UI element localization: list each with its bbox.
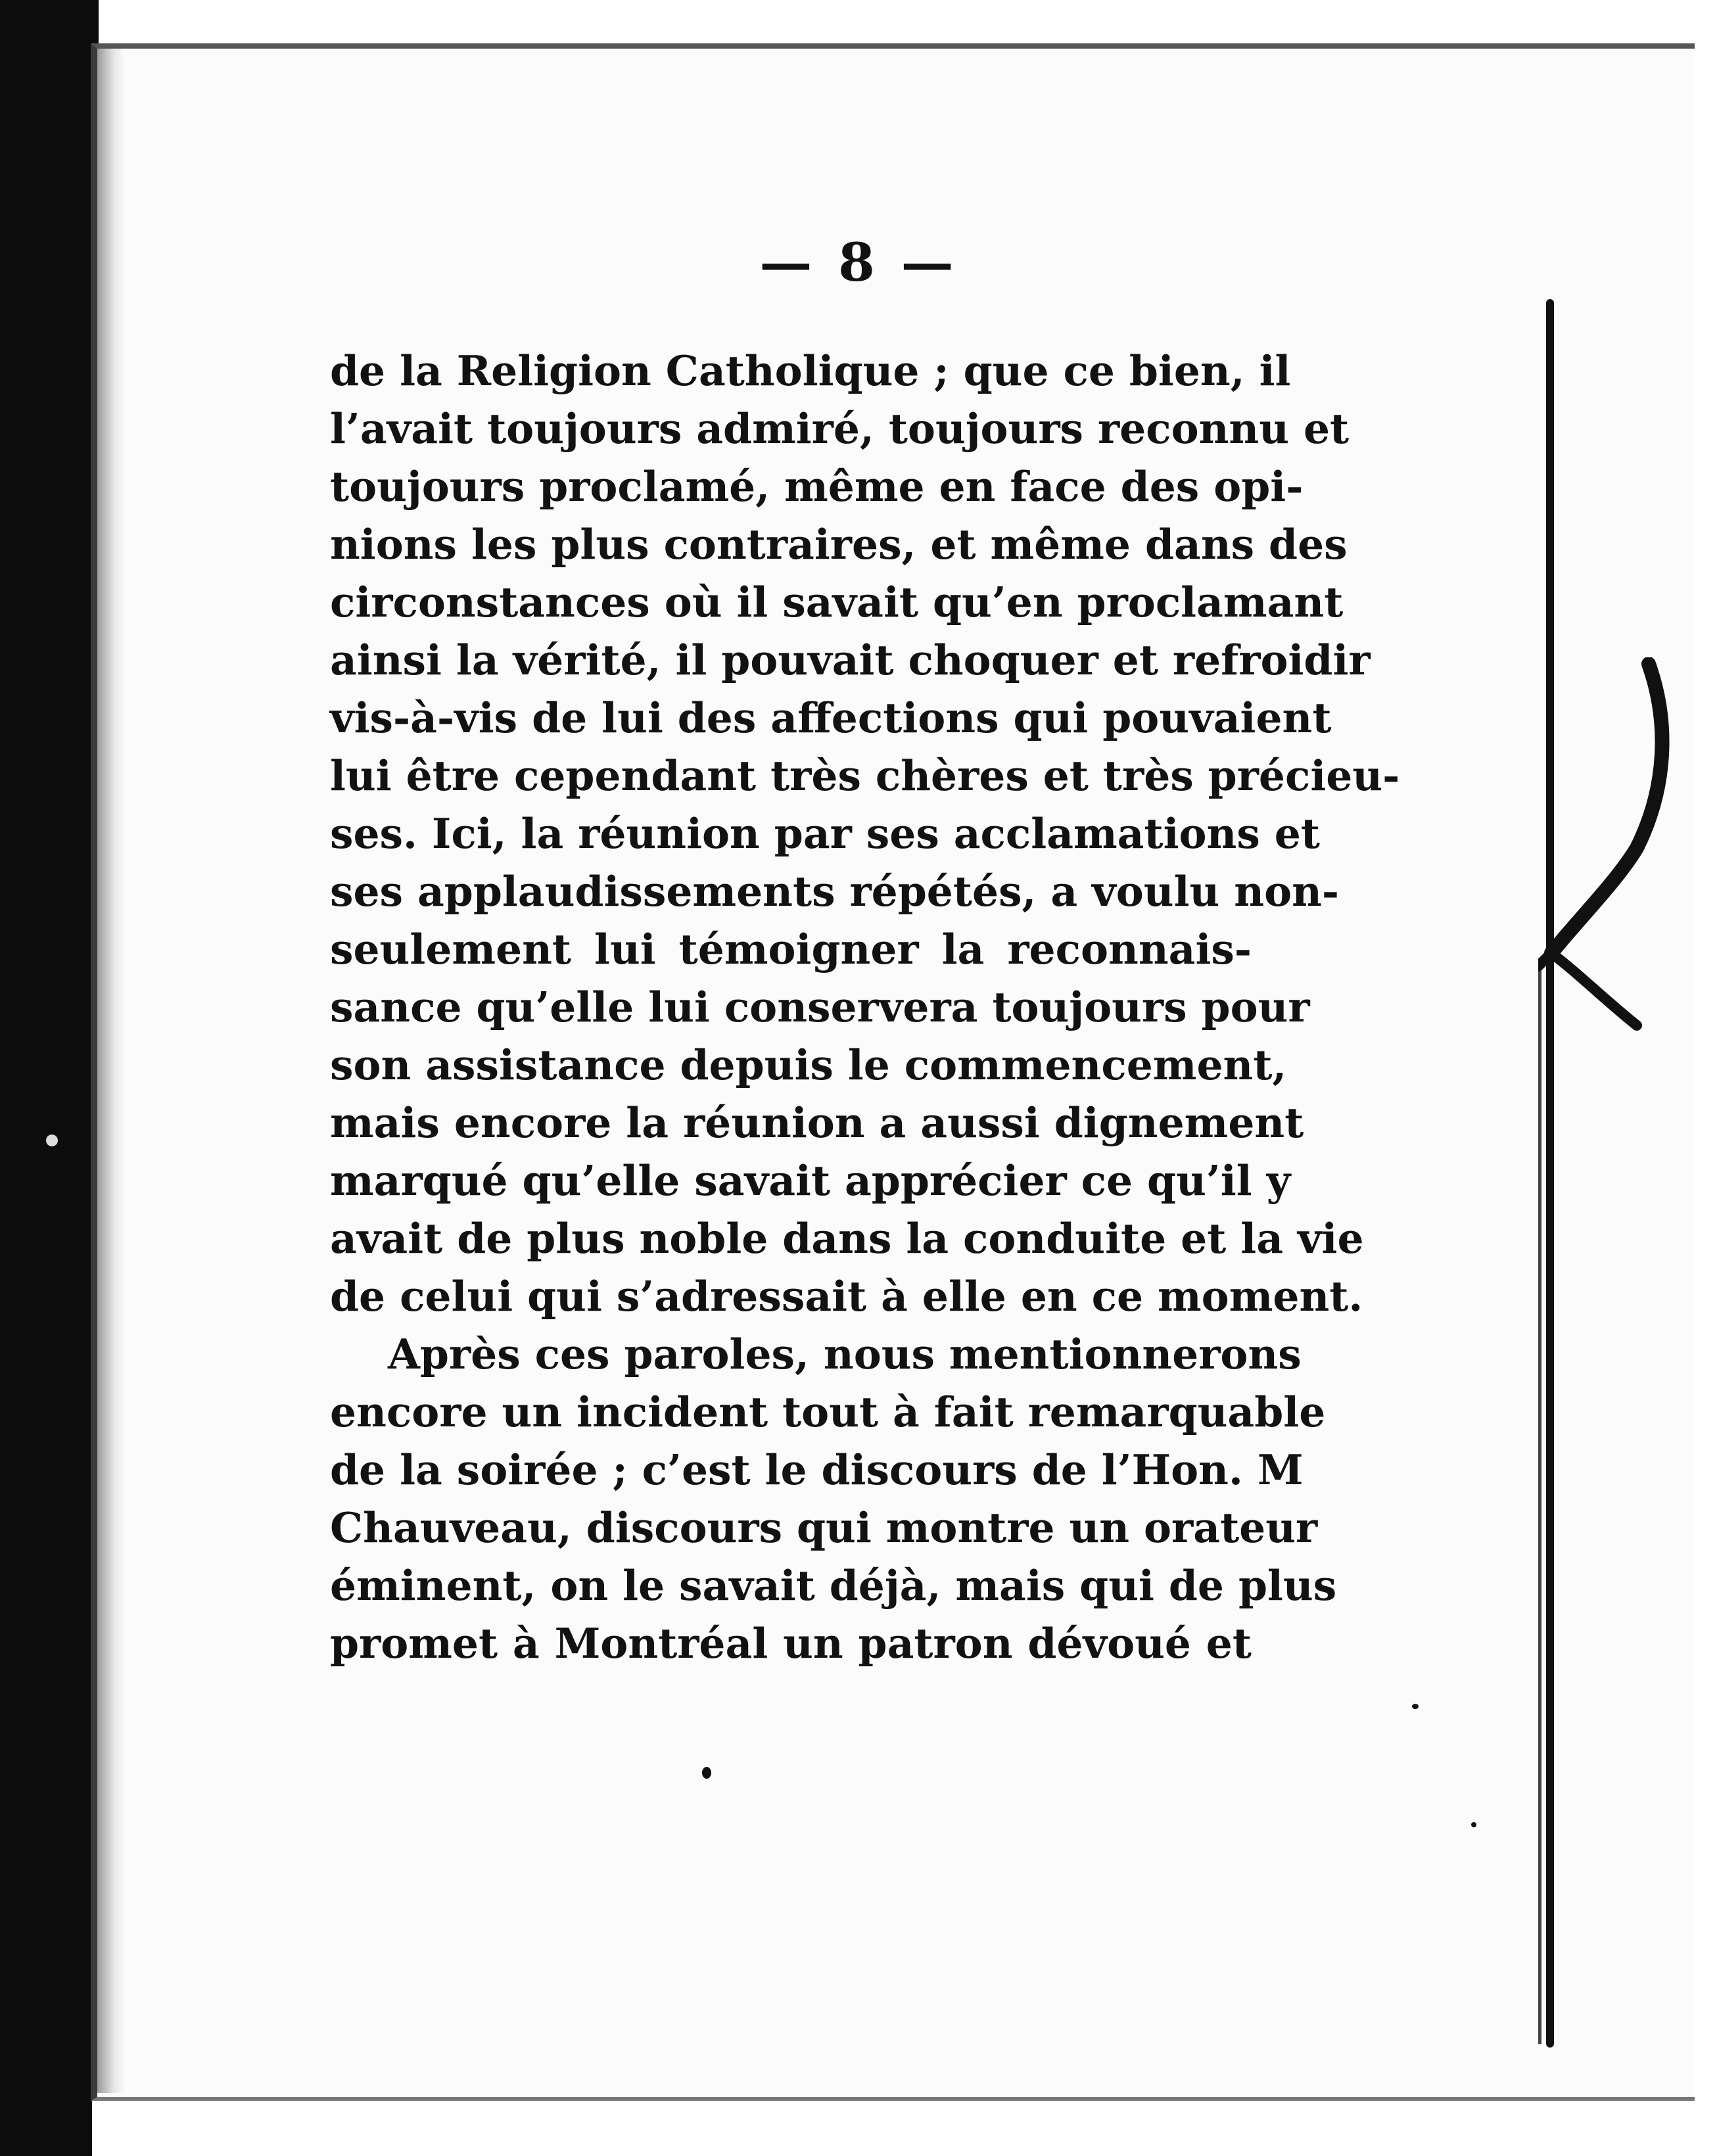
- ink-speck: [46, 1135, 58, 1146]
- text-line: son assistance depuis le commencement,: [330, 1041, 1287, 1089]
- scan-background-left: [0, 0, 92, 2156]
- text-line: sance qu’elle lui conservera toujours pour: [330, 983, 1310, 1031]
- text-line: Après ces paroles, nous mentionnerons: [388, 1330, 1302, 1378]
- page-number-header: [0, 231, 1717, 293]
- text-line: ses. Ici, la réunion par ses acclamations et: [330, 809, 1320, 858]
- text-line: l’avait toujours admiré, toujours reconnu et: [330, 404, 1350, 453]
- text-line: nions les plus contraires, et même dans des: [330, 520, 1348, 569]
- ink-speck: [702, 1767, 711, 1779]
- text-line: de celui qui s’adressait à elle en ce moment.: [330, 1272, 1363, 1321]
- text-line: seulement lui témoigner la reconnais-: [330, 925, 1252, 973]
- text-line: de la soirée ; c’est le discours de l’Hon. M: [330, 1445, 1304, 1494]
- text-line: circonstances où il savait qu’en proclamant: [330, 578, 1344, 626]
- text-line: encore un incident tout à fait remarquable: [330, 1388, 1326, 1436]
- text-line: lui être cependant très chères et très précieu-: [330, 751, 1400, 800]
- text-line: de la Religion Catholique ; que ce bien, il: [330, 346, 1291, 395]
- binding-cord-edge: [1538, 960, 1541, 2044]
- text-line: ses applaudissements répétés, a voulu non-: [330, 867, 1340, 916]
- binding-knot-icon: [1538, 657, 1670, 1052]
- ink-speck: [1471, 1822, 1476, 1827]
- text-line: mais encore la réunion a aussi dignement: [330, 1098, 1304, 1147]
- text-line: vis-à-vis de lui des affections qui pouvaient: [330, 693, 1332, 742]
- text-line: éminent, on le savait déjà, mais qui de plus: [330, 1561, 1337, 1610]
- ink-speck: [1412, 1704, 1419, 1709]
- body-text: [330, 342, 1400, 1672]
- text-line: toujours proclamé, même en face des opi-: [330, 462, 1304, 511]
- page-number: — 8 —: [759, 231, 958, 293]
- text-line: Chauveau, discours qui montre un orateur: [330, 1503, 1318, 1552]
- text-line: marqué qu’elle savait apprécier ce qu’il y: [330, 1156, 1291, 1205]
- scan-background-corner: [0, 0, 99, 53]
- page-gutter-shadow: [97, 49, 125, 2093]
- binding-cord: [1546, 299, 1554, 2048]
- text-line: promet à Montréal un patron dévoué et: [330, 1619, 1252, 1668]
- text-line: ainsi la vérité, il pouvait choquer et refroidir: [330, 636, 1371, 684]
- text-line: avait de plus noble dans la conduite et la vie: [330, 1214, 1364, 1263]
